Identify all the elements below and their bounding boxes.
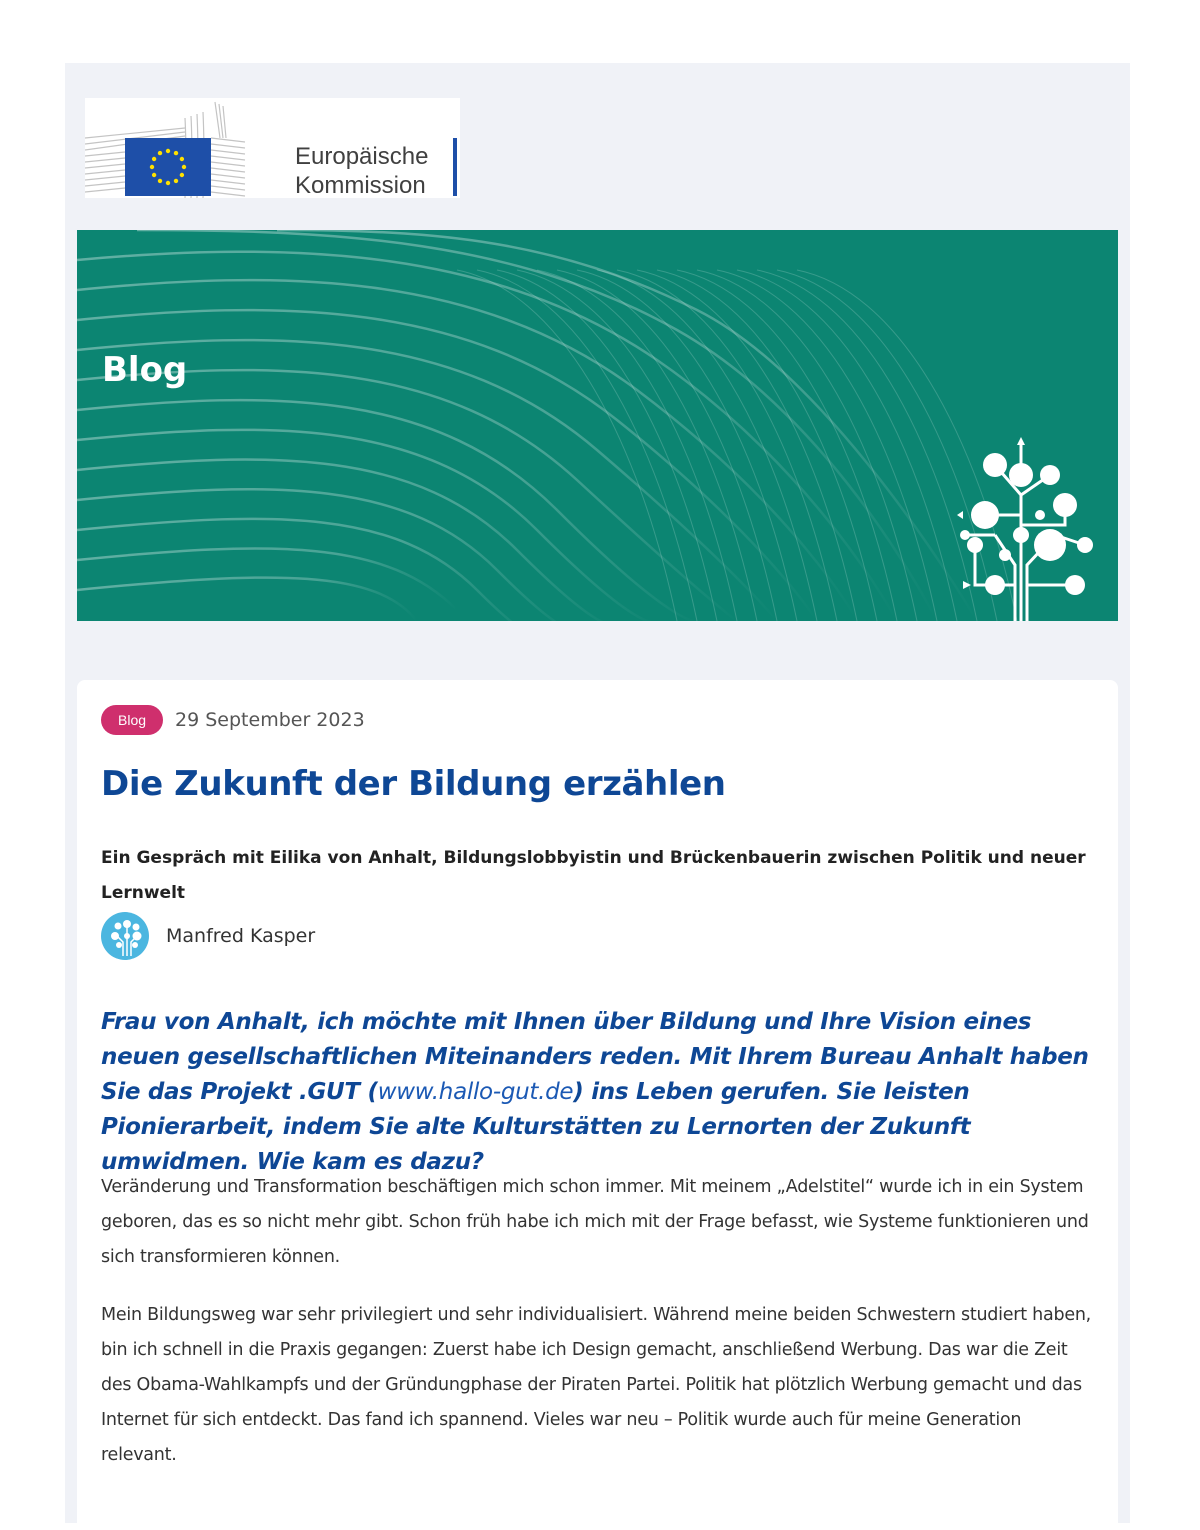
article-card <box>77 680 1118 1530</box>
european-commission-logo[interactable] <box>85 98 460 198</box>
tree-network-icon <box>955 435 1105 621</box>
article-title: Die Zukunft der Bildung erzählen <box>101 764 726 804</box>
interview-question <box>101 1005 1101 1180</box>
author-name[interactable]: Manfred Kasper <box>166 925 316 947</box>
answer-paragraph-1: Veränderung und Transformation beschäftigen mich schon immer. Mit meinem „Adelstitel“ wurde ich in ein System geboren, das es so nicht mehr gibt. Schon früh habe ich mich mit der Frage befasst, wie Systeme funktionieren und sich transformieren können. <box>101 1177 1089 1267</box>
avatar <box>101 912 149 960</box>
publish-date: 29 September 2023 <box>175 709 365 731</box>
answer-paragraph-2: Mein Bildungsweg war sehr privilegiert und sehr individualisiert. Während meine beiden Schwestern studiert haben, bin ich schnell in die Praxis gegangen: Zuerst habe ich Design gemacht, anschließend Werbung. Das war die Zeit des Obama-Wahlkampfs und der Gründungphase der Piraten Partei. Politik hat plötzlich Werbung gemacht und das Internet für sich entdeckt. Das fand ich spannend. Vieles war neu – Politik wurde auch für meine Generation relevant. <box>101 1305 1091 1465</box>
eu-flag-icon <box>125 138 211 196</box>
author-block[interactable] <box>101 912 315 960</box>
project-website-link[interactable]: www.hallo-gut.de <box>377 1079 574 1105</box>
article-subtitle: Ein Gespräch mit Eilika von Anhalt, Bildungslobbyistin und Brückenbauerin zwischen Politik und neuer Lernwelt <box>101 848 1086 903</box>
brand-name <box>295 142 428 198</box>
question-text-start: Frau von Anhalt, ich möchte mit Ihnen über Bildung und Ihre Vision eines neuen gesellschaftlichen Miteinanders reden. Mit Ihrem Bureau Anhalt haben Sie das Projekt .GUT ( <box>101 1009 1089 1105</box>
hero-title: Blog <box>102 350 188 390</box>
category-badge[interactable]: Blog <box>101 705 163 735</box>
hero-banner <box>77 230 1118 621</box>
brand-line-1: Europäische <box>295 143 429 170</box>
brand-line-2: Kommission <box>295 172 426 198</box>
page-container <box>65 63 1130 1523</box>
brand-accent-bar <box>453 138 457 196</box>
question-text-end: ) ins Leben gerufen. Sie leisten Pionierarbeit, indem Sie alte Kulturstätten zu Lernorten der Zukunft umwidmen. Wie kam es dazu? <box>101 1079 971 1175</box>
article-meta <box>101 705 365 735</box>
tree-avatar-icon <box>101 912 149 960</box>
